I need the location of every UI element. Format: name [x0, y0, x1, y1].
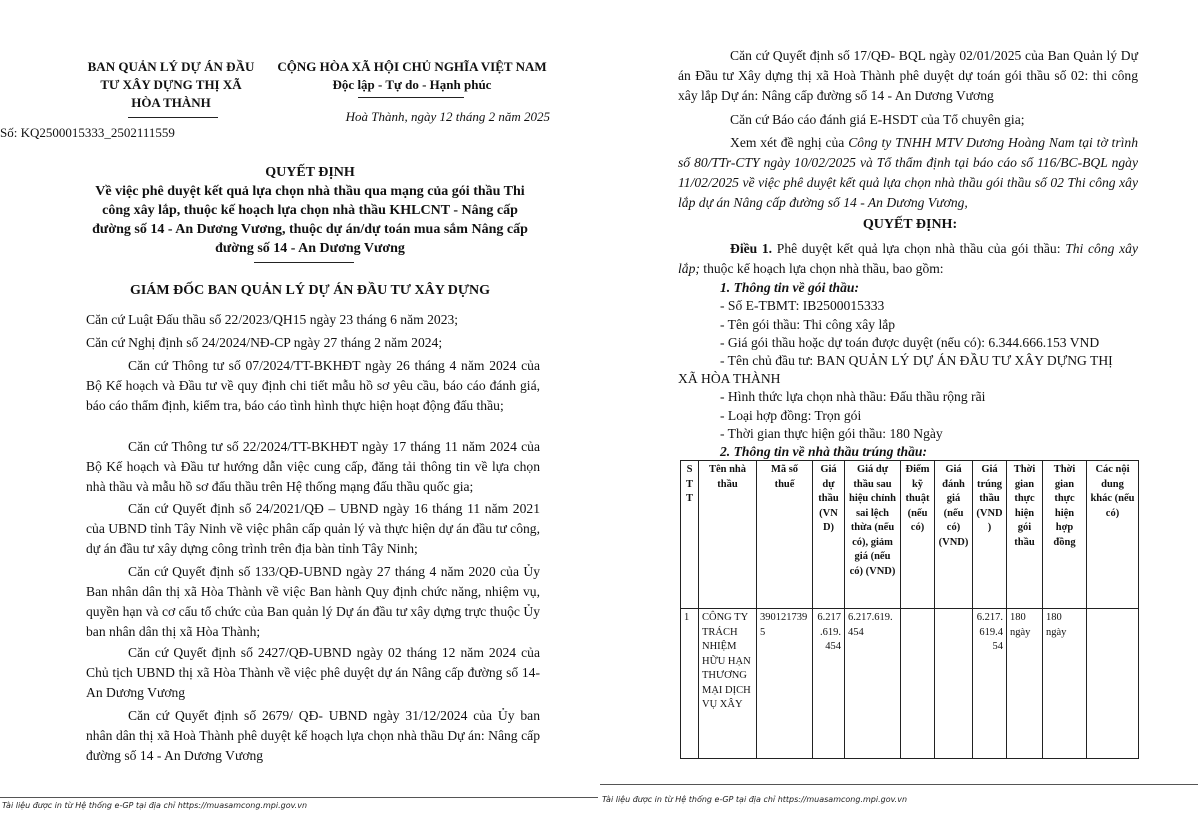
info-line: - Tên chủ đầu tư: BAN QUẢN LÝ DỰ ÁN ĐẦU TƯ XÂY DỰNG THỊ — [720, 353, 1113, 368]
basis-paragraph: Căn cứ Thông tư số 22/2024/TT-BKHĐT ngày 17 tháng 11 năm 2024 của Bộ Kế hoạch và Đầu tư hướng dẫn việc cung cấp, đăng tải thông tin về lựa chọn nhà thầu và mẫu hồ sơ đấu thầu trên Hệ thống mạng đấu thầu quốc gia; — [86, 439, 540, 494]
table-row — [681, 609, 1139, 759]
basis-paragraph: Căn cứ Quyết định số 133/QĐ-UBND ngày 27 tháng 4 năm 2020 của Ủy Ban nhân dân thị xã Hòa Thành về việc Ban hành Quy định chức năng, nhiệm vụ, quyền hạn và cơ cấu tổ chức của Ban quản lý Dự án đầu tư xây dựng trực thuộc Ủy ban nhân dân thị xã Hòa Thành; — [86, 564, 540, 639]
consideration-details: Công ty TNHH MTV Dương Hoàng Nam tại tờ trình số 80/TTr-CTY ngày 10/02/2025 và Tổ thẩm định tại báo cáo số 116/BC-BQL ngày 11/02/2025 về việc phê duyệt kết quả lựa chọn nhà thầu gói thầu số 02 Thi công xây lắp dự án Nâng cấp đường số 14 - An Dương Vương, — [678, 135, 1138, 210]
republic-header — [262, 58, 562, 94]
column-header: S T T — [681, 461, 699, 609]
consideration-paragraph — [678, 133, 1138, 213]
table-cell: 6.217.619.454 — [973, 609, 1007, 759]
basis-paragraph: Căn cứ Báo cáo đánh giá E-HSDT của Tổ chuyên gia; — [730, 112, 1025, 127]
winning-bidder-table — [680, 460, 1139, 759]
basis-paragraph: Căn cứ Quyết định số 2427/QĐ-UBND ngày 02 tháng 12 năm 2024 của Chủ tịch UBND thị xã Hòa Thành về việc phê duyệt dự án Nâng cấp đường số 14-An Dương Vương — [86, 645, 540, 700]
column-header: Tên nhà thầu — [699, 461, 757, 609]
consideration-prefix: Xem xét đề nghị của — [730, 135, 849, 150]
section-1-title: 1. Thông tin về gói thầu: — [720, 280, 859, 295]
footer-rule — [0, 797, 598, 798]
agency-header — [78, 58, 264, 112]
article-text: Phê duyệt kết quả lựa chọn nhà thầu của gói thầu: — [772, 241, 1066, 256]
info-line: - Hình thức lựa chọn nhà thầu: Đấu thầu rộng rãi — [720, 389, 986, 404]
table-cell — [1087, 609, 1139, 759]
basis-paragraph: Căn cứ Nghị định số 24/2024/NĐ-CP ngày 27 tháng 2 năm 2024; — [86, 335, 443, 350]
column-header: Giá dự thầu sau hiệu chỉnh sai lệch thừa (nếu có), giảm giá (nếu có) (VND) — [845, 461, 901, 609]
section-2-title: 2. Thông tin về nhà thầu trúng thầu: — [720, 444, 927, 459]
agency-line: BAN QUẢN LÝ DỰ ÁN ĐẦU — [87, 59, 255, 74]
basis-paragraph: Căn cứ Luật Đấu thầu số 22/2023/QH15 ngày 23 tháng 6 năm 2023; — [86, 312, 459, 327]
table-cell: 180 ngày — [1007, 609, 1043, 759]
column-header: Giá trúng thầu (VND) — [973, 461, 1007, 609]
decision-title: QUYẾT ĐỊNH — [265, 165, 355, 180]
info-line: - Loại hợp đồng: Trọn gói — [720, 408, 862, 423]
agency-line: TƯ XÂY DỰNG THỊ XÃ — [100, 77, 242, 92]
subject-line: đường số 14 - An Dương Vương — [215, 241, 405, 256]
table-cell: 1 — [681, 609, 699, 759]
decision-subject — [40, 182, 580, 258]
article-tail: thuộc kế hoạch lựa chọn nhà thầu, bao gồm: — [699, 261, 944, 276]
subject-line: Về việc phê duyệt kết quả lựa chọn nhà thầu qua mạng của gói thầu Thi — [95, 184, 525, 199]
info-line: - Tên gói thầu: Thi công xây lắp — [720, 317, 896, 332]
subject-line: công xây lắp, thuộc kế hoạch lựa chọn nhà thầu KHLCNT - Nâng cấp — [102, 203, 518, 218]
info-line: - Số E-TBMT: IB2500015333 — [720, 298, 885, 313]
agency-underline — [128, 117, 218, 118]
basis-paragraph: Căn cứ Quyết định số 2679/ QĐ- UBND ngày 31/12/2024 của Ủy ban nhân dân thị xã Hoà Thành phê duyệt kế hoạch lựa chọn nhà thầu Dự án: Nâng cấp đường số 14 - An Dương Vương — [86, 708, 540, 763]
table-cell: 6.217.619.454 — [845, 609, 901, 759]
basis-paragraph: Căn cứ Quyết định số 24/2021/QĐ – UBND ngày 16 tháng 11 năm 2021 của UBND tỉnh Tây Ninh về việc phân cấp quản lý và thực hiện dự án đầu tư công, dự án đầu tư xây dựng công trình trên địa bàn tỉnh Tây Ninh; — [86, 501, 540, 556]
decides-heading: QUYẾT ĐỊNH: — [862, 217, 958, 232]
article-label: Điều 1. — [730, 241, 773, 256]
column-header: Giá đánh giá (nếu có) (VND) — [935, 461, 973, 609]
right-page — [600, 0, 1200, 839]
column-header: Mã số thuế — [757, 461, 813, 609]
footer-note: Tài liệu được in từ Hệ thống e-GP tại địa chỉ https://muasamcong.mpi.gov.vn — [602, 795, 908, 804]
footer-rule — [600, 784, 1198, 785]
column-header: Các nội dung khác (nếu có) — [1087, 461, 1139, 609]
column-header: Thời gian thực hiện hợp đồng — [1043, 461, 1087, 609]
table-cell: 6.217.619.454 — [813, 609, 845, 759]
basis-paragraph: Căn cứ Thông tư số 07/2024/TT-BKHĐT ngày 26 tháng 4 năm 2024 của Bộ Kế hoạch và Đầu tư về quy định chi tiết mẫu hồ sơ yêu cầu, báo cáo đánh giá, báo cáo thẩm định, kiểm tra, báo cáo tình hình thực hiện hoạt động đấu thầu; — [86, 358, 540, 413]
column-header: Giá dự thầu (VND) — [813, 461, 845, 609]
article-1 — [678, 239, 1138, 279]
column-header: Điểm kỹ thuật (nếu có) — [901, 461, 935, 609]
table-cell — [901, 609, 935, 759]
table-header-row — [681, 461, 1139, 609]
place-date: Hoà Thành, ngày 12 tháng 2 năm 2025 — [345, 109, 550, 124]
republic-name: CỘNG HÒA XÃ HỘI CHỦ NGHĨA VIỆT NAM — [277, 59, 547, 74]
info-line: - Thời gian thực hiện gói thầu: 180 Ngày — [720, 426, 943, 441]
document-number: Số: KQ2500015333_2502111559 — [0, 125, 175, 140]
info-line: - Giá gói thầu hoặc dự toán được duyệt (nếu có): 6.344.666.153 VND — [720, 335, 1100, 350]
column-header: Thời gian thực hiện gói thầu — [1007, 461, 1043, 609]
agency-line: HÒA THÀNH — [131, 95, 211, 110]
table-cell: CÔNG TY TRÁCH NHIỆM HỮU HẠN THƯƠNG MẠI DỊCH VỤ XÂY — [699, 609, 757, 759]
article-package: Thi công xây lắp; — [678, 241, 1138, 276]
subject-line: đường số 14 - An Dương Vương, thuộc dự án/dự toán mua sắm Nâng cấp — [92, 222, 528, 237]
subject-underline — [254, 262, 354, 263]
table-cell: 180 ngày — [1043, 609, 1087, 759]
motto-underline — [358, 97, 464, 98]
footer-note: Tài liệu được in từ Hệ thống e-GP tại địa chỉ https://muasamcong.mpi.gov.vn — [2, 801, 308, 810]
table-cell — [935, 609, 973, 759]
motto: Độc lập - Tự do - Hạnh phúc — [332, 77, 492, 92]
director-heading: GIÁM ĐỐC BAN QUẢN LÝ DỰ ÁN ĐẦU TƯ XÂY DỰNG — [129, 283, 491, 298]
info-line: XÃ HÒA THÀNH — [678, 371, 781, 386]
table-cell: 3901217395 — [757, 609, 813, 759]
basis-paragraph: Căn cứ Quyết định số 17/QĐ- BQL ngày 02/01/2025 của Ban Quản lý Dự án Đầu tư Xây dựng thị xã Hoà Thành phê duyệt dự toán gói thầu số 02: thi công xây lắp Dự án: Nâng cấp đường số 14 - An Dương Vương — [678, 48, 1138, 103]
